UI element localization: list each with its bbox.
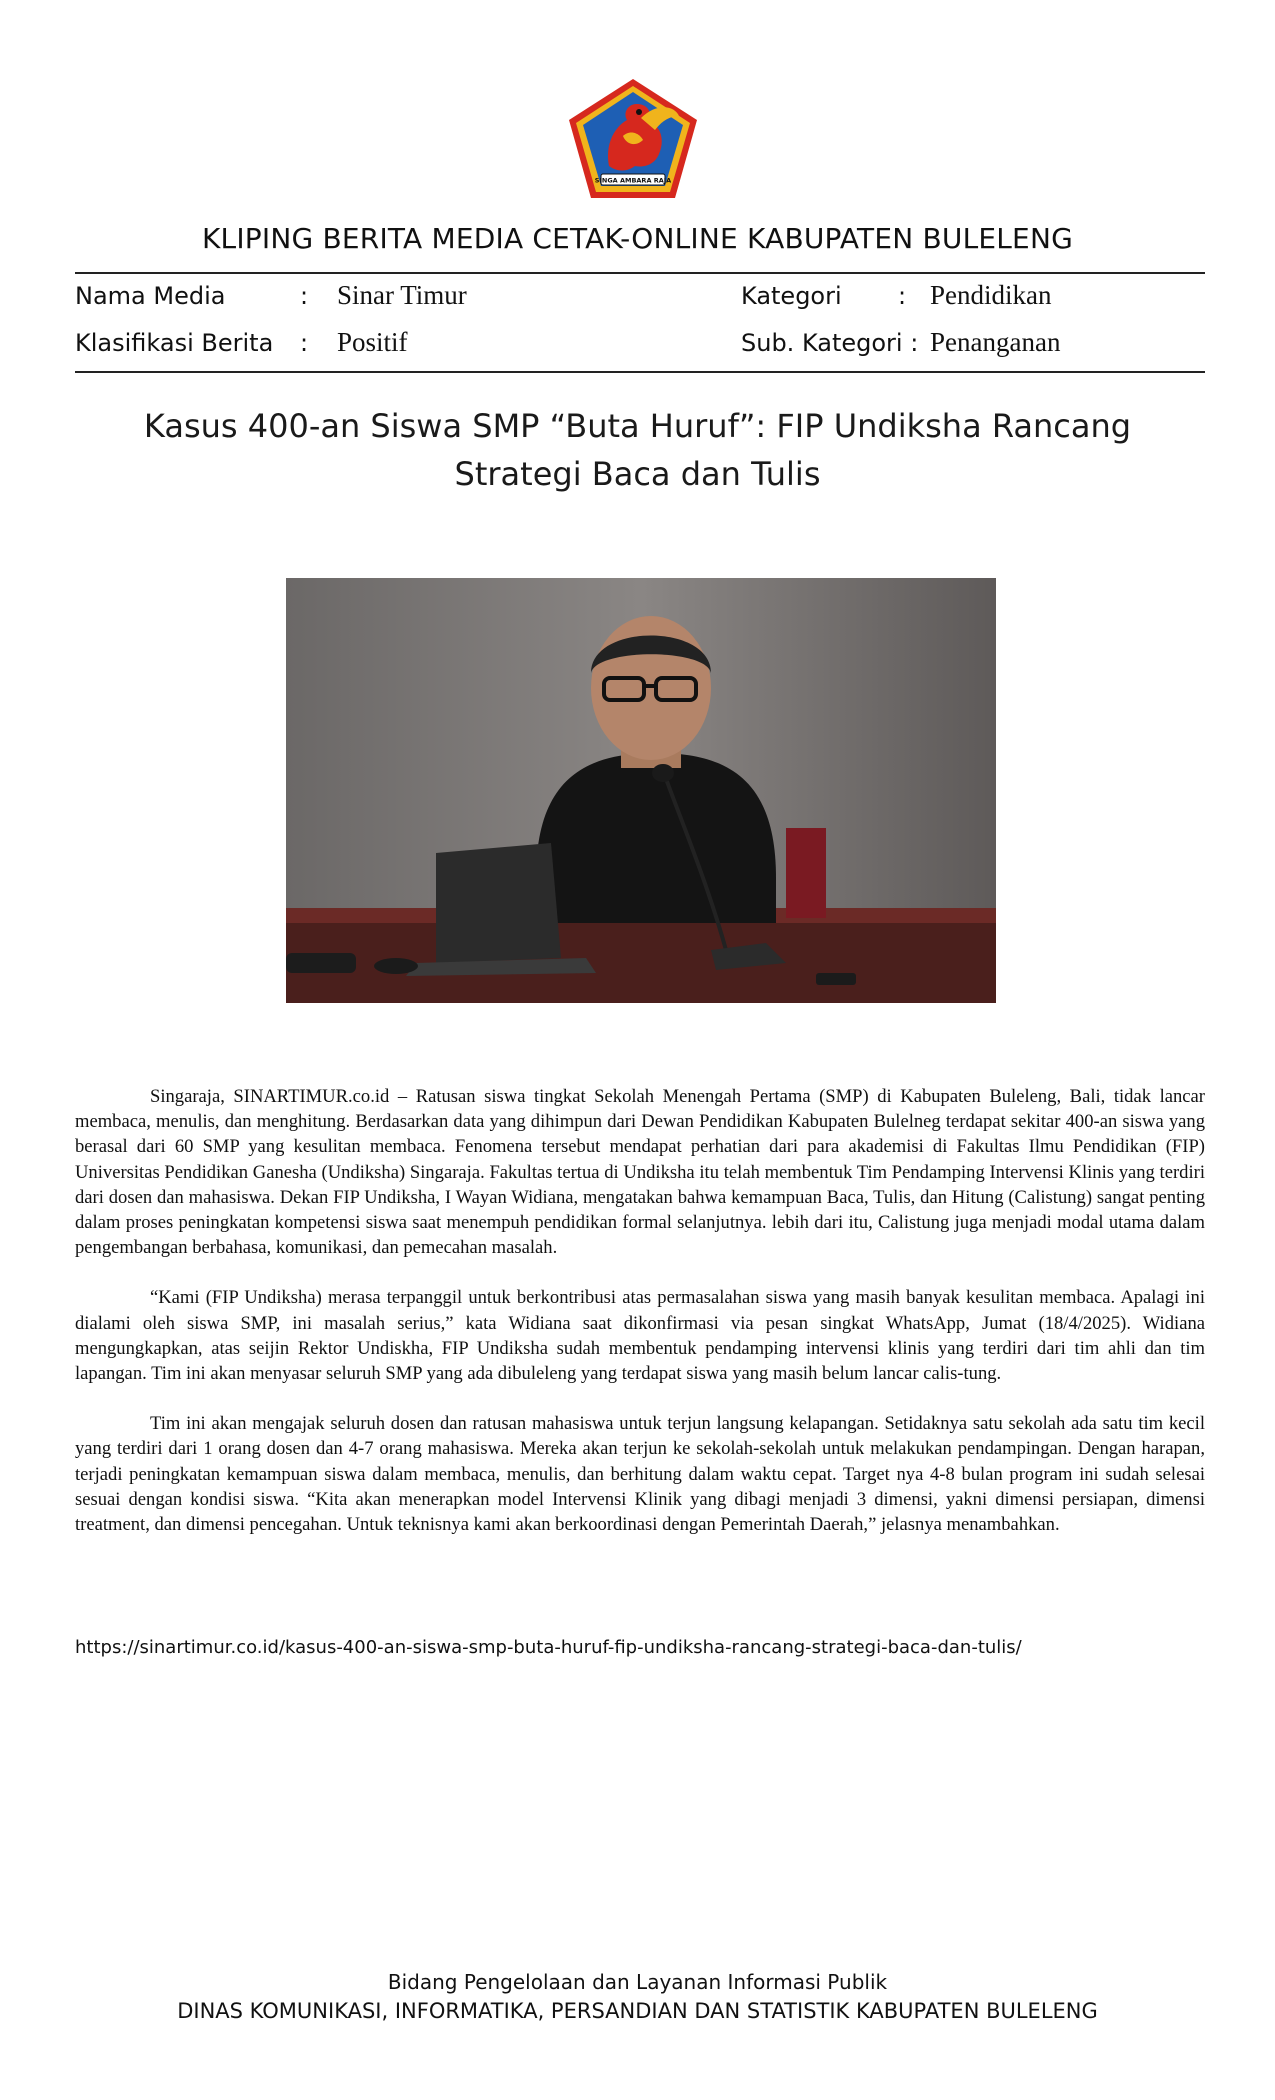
article-photo	[286, 578, 996, 1003]
crest-motto: SINGA AMBARA RAJA	[594, 176, 672, 185]
kabupaten-buleleng-crest-icon	[565, 76, 701, 202]
article-paragraph-2: “Kami (FIP Undiksha) merasa terpanggil untuk berkontribusi atas permasalahan siswa yang masih banyak kesulitan membaca. Apalagi ini dialami oleh siswa SMP, ini masalah serius,” kata Widiana saat dikonfirmasi via pesan singkat WhatsApp, Jumat (18/4/2025). Widiana mengungkapkan, atas seijin Rektor Undiskha, FIP Undiksha sudah membentuk pendamping intervensi klinis yang terdiri dari tim ahli dan tim lapangan. Tim ini akan menyasar seluruh SMP yang ada dibuleleng yang terdapat siswa yang masih belum lancar calis-tung.	[75, 1287, 1205, 1385]
kategori-label: Kategori	[741, 282, 842, 310]
article-paragraph-1: Singaraja, SINARTIMUR.co.id – Ratusan siswa tingkat Sekolah Menengah Pertama (SMP) di Kabupaten Buleleng, Bali, tidak lancar membaca, menulis, dan menghitung. Berdasarkan data yang dihimpun dari Dewan Pendidikan Kabupaten Bulelneg terdapat sekitar 400-an siswa yang berasal dari 60 SMP yang kesulitan membaca. Fenomena tersebut mendapat perhatian dari para akademisi di Fakultas Ilmu Pendidikan (FIP) Universitas Pendidikan Ganesha (Undiksha) Singaraja. Fakultas tertua di Undiksha itu telah membentuk Tim Pendamping Intervensi Klinis yang terdiri dari dosen dan mahasiswa. Dekan FIP Undiksha, I Wayan Widiana, mengatakan bahwa kemampuan Baca, Tulis, dan Hitung (Calistung) sangat penting dalam proses peningkatan kompetensi siswa saat menempuh pendidikan formal selanjutnya. lebih dari itu, Calistung juga menjadi modal utama dalam pengembangan berbahasa, komunikasi, dan pemecahan masalah.	[75, 1086, 1205, 1259]
source-url-link[interactable]: https://sinartimur.co.id/kasus-400-an-siswa-smp-buta-huruf-fip-undiksha-rancang-strategi-baca-dan-tulis/	[75, 1637, 1022, 1658]
header-rule-top	[75, 272, 1205, 274]
footer-line-1: Bidang Pengelolaan dan Layanan Informasi Publik	[387, 1970, 888, 1994]
kategori-separator: :	[898, 282, 907, 310]
klasifikasi-separator: :	[300, 329, 309, 357]
header-rule-bottom	[75, 371, 1205, 373]
media-label: Nama Media	[75, 282, 226, 310]
article-title-line-2: Strategi Baca dan Tulis	[454, 455, 821, 493]
header-title: KLIPING BERITA MEDIA CETAK-ONLINE KABUPATEN BULELENG	[201, 222, 1073, 255]
article-title-line-1: Kasus 400-an Siswa SMP “Buta Huruf”: FIP Undiksha Rancang	[143, 407, 1132, 445]
article-title	[120, 402, 1155, 498]
kategori-value: Pendidikan	[930, 280, 1052, 310]
footer-line-2: DINAS KOMUNIKASI, INFORMATIKA, PERSANDIAN DAN STATISTIK KABUPATEN BULELENG	[177, 1999, 1098, 2023]
klasifikasi-label: Klasifikasi Berita	[75, 329, 274, 357]
article-paragraph-3: Tim ini akan mengajak seluruh dosen dan ratusan mahasiswa untuk terjun langsung kelapangan. Setidaknya satu sekolah ada satu tim kecil yang terdiri dari 1 orang dosen dan 4-7 orang mahasiswa. Mereka akan terjun ke sekolah-sekolah untuk melakukan pendampingan. Dengan harapan, terjadi peningkatan kemampuan siswa dalam membaca, menulis, dan berhitung dalam waktu cepat. Target nya 4-8 bulan program ini sudah selesai sesuai dengan kondisi siswa. “Kita akan menerapkan model Intervensi Klinik yang dibagi menjadi 3 dimensi, yakni dimensi persiapan, dimensi treatment, dan dimensi pencegahan. Untuk teknisnya kami akan berkoordinasi dengan Pemerintah Daerah,” jelasnya menambahkan.	[75, 1413, 1205, 1536]
media-value: Sinar Timur	[337, 280, 467, 310]
media-separator: :	[300, 282, 309, 310]
subkategori-label: Sub. Kategori :	[741, 329, 919, 357]
klasifikasi-value: Positif	[337, 327, 408, 357]
article-body	[75, 1084, 1205, 1562]
subkategori-value: Penanganan	[930, 327, 1061, 357]
